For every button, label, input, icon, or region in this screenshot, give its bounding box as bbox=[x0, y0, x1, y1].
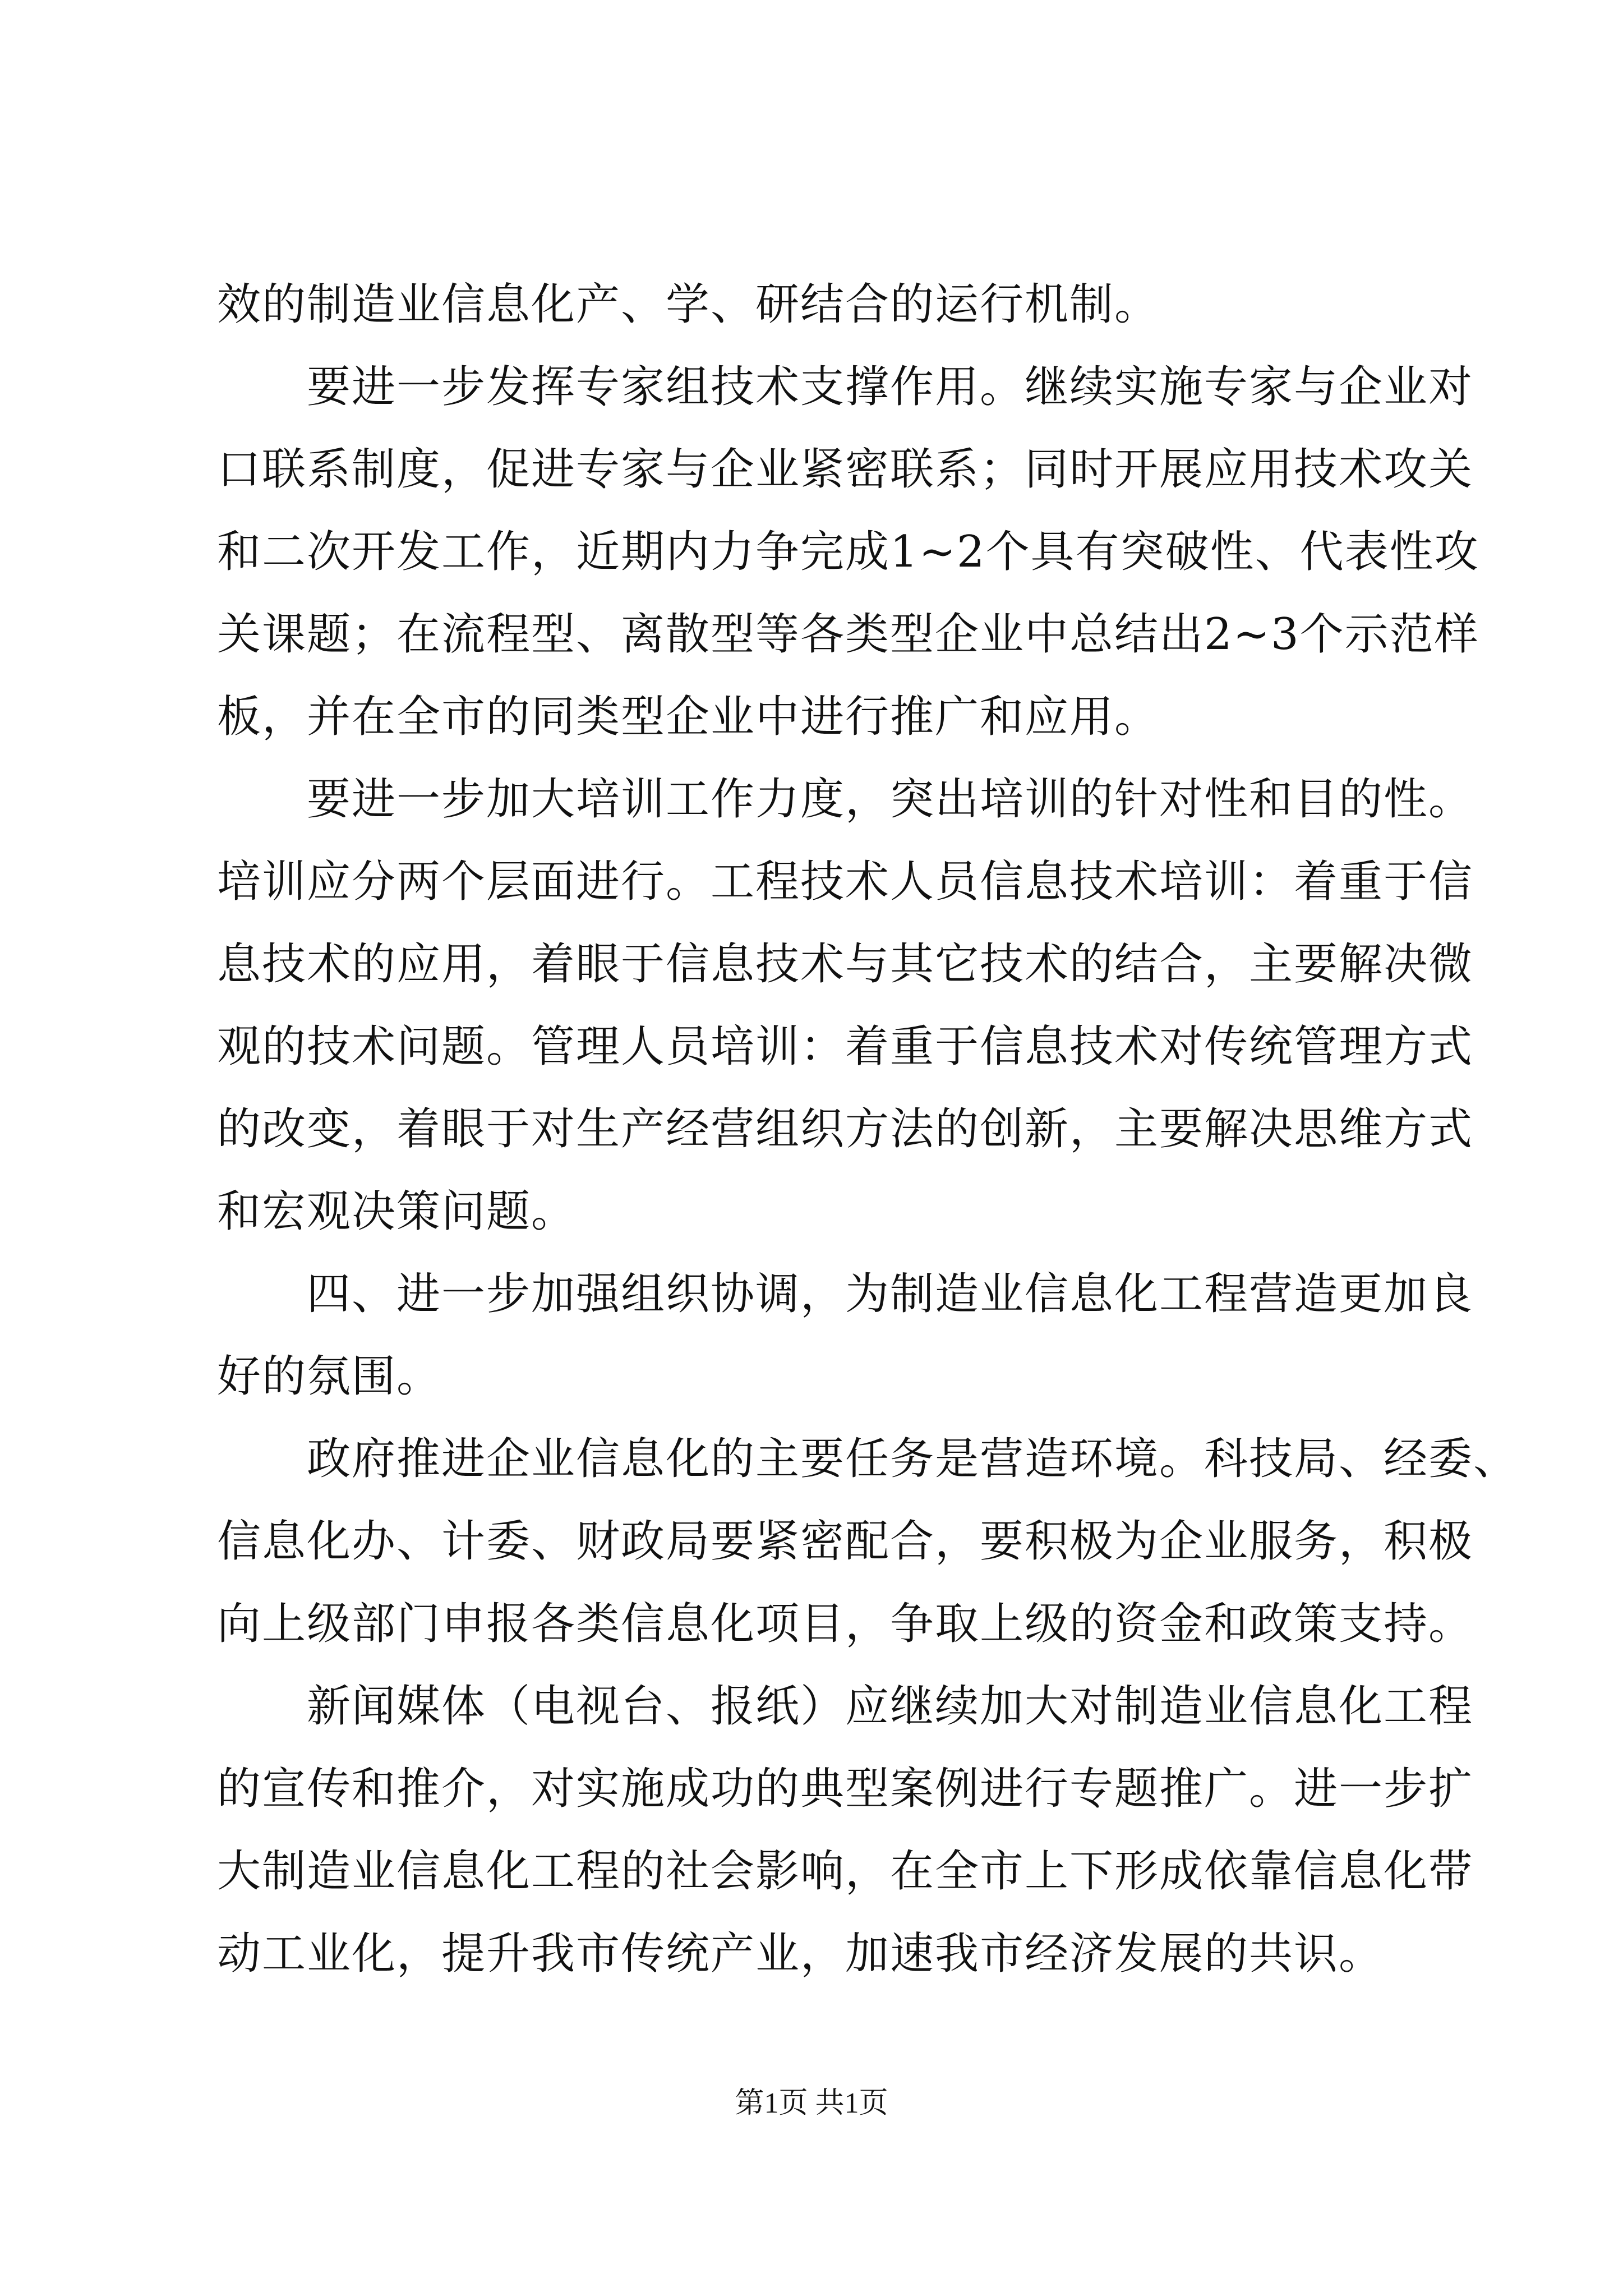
text-line: 和二次开发工作，近期内力争完成1~2个具有突破性、代表性攻 bbox=[217, 527, 1479, 577]
text-line: 要进一步发挥专家组技术支撑作用。继续实施专家与企业对 bbox=[217, 362, 1474, 412]
text-line: 动工业化，提升我市传统产业，加速我市经济发展的共识。 bbox=[217, 1929, 1384, 1979]
text-line: 好的氛围。 bbox=[217, 1351, 442, 1402]
text-line: 和宏观决策问题。 bbox=[217, 1186, 577, 1237]
text-line: 四、进一步加强组织协调，为制造业信息化工程营造更加良 bbox=[217, 1269, 1474, 1319]
text-line: 口联系制度，促进专家与企业紧密联系；同时开展应用技术攻关 bbox=[217, 444, 1474, 495]
text-line: 培训应分两个层面进行。工程技术人员信息技术培训：着重于信 bbox=[217, 857, 1474, 907]
text-line: 要进一步加大培训工作力度，突出培训的针对性和目的性。 bbox=[217, 774, 1474, 825]
text-line: 信息化办、计委、财政局要紧密配合，要积极为企业服务，积极 bbox=[217, 1516, 1474, 1567]
text-line: 政府推进企业信息化的主要任务是营造环境。科技局、经委、 bbox=[217, 1434, 1519, 1484]
text-line: 新闻媒体（电视台、报纸）应继续加大对制造业信息化工程 bbox=[217, 1681, 1474, 1732]
text-line: 观的技术问题。管理人员培训：着重于信息技术对传统管理方式 bbox=[217, 1022, 1474, 1072]
page-number: 第1页 共1页 bbox=[735, 2087, 888, 2119]
text-line: 的改变，着眼于对生产经营组织方法的创新，主要解决思维方式 bbox=[217, 1104, 1474, 1154]
text-line: 效的制造业信息化产、学、研结合的运行机制。 bbox=[217, 279, 1160, 330]
text-line: 大制造业信息化工程的社会影响，在全市上下形成依靠信息化带 bbox=[217, 1846, 1474, 1897]
text-line: 向上级部门申报各类信息化项目，争取上级的资金和政策支持。 bbox=[217, 1599, 1474, 1649]
text-line: 息技术的应用，着眼于信息技术与其它技术的结合，主要解决微 bbox=[217, 939, 1474, 990]
text-line: 板，并在全市的同类型企业中进行推广和应用。 bbox=[217, 692, 1160, 742]
text-line: 关课题；在流程型、离散型等各类型企业中总结出2~3个示范样 bbox=[217, 609, 1479, 660]
text-line: 的宣传和推介，对实施成功的典型案例进行专题推广。进一步扩 bbox=[217, 1764, 1474, 1814]
